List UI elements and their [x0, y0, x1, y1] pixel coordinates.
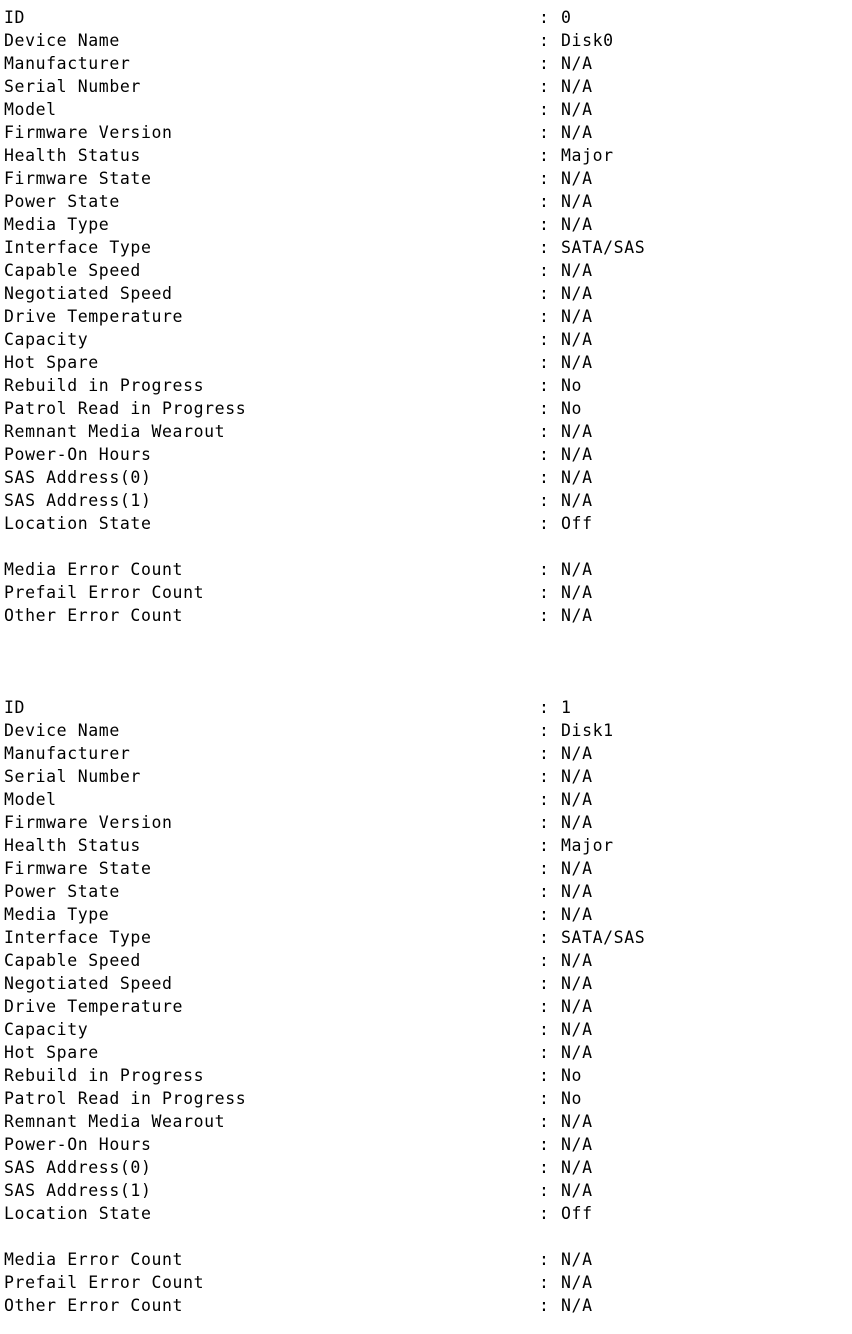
property-separator: :	[539, 238, 550, 257]
property-separator: :	[539, 1135, 550, 1154]
property-row	[4, 282, 852, 305]
property-row	[4, 1133, 852, 1156]
property-value: N/A	[561, 54, 593, 73]
property-key: Patrol Read in Progress	[4, 399, 247, 418]
property-key: Serial Number	[4, 77, 141, 96]
property-separator: :	[539, 468, 550, 487]
property-separator: :	[539, 491, 550, 510]
property-key: Firmware State	[4, 859, 152, 878]
disk-info-block	[4, 696, 852, 1317]
property-separator: :	[539, 997, 550, 1016]
property-key: Power State	[4, 882, 120, 901]
property-value: N/A	[561, 1296, 593, 1315]
property-key: ID	[4, 8, 26, 27]
property-key: Serial Number	[4, 767, 141, 786]
property-value: N/A	[561, 1135, 593, 1154]
disk-main-properties	[4, 6, 852, 535]
property-row	[4, 949, 852, 972]
property-key: Hot Spare	[4, 353, 99, 372]
disk-error-counters	[4, 558, 852, 627]
property-value: SATA/SAS	[561, 238, 646, 257]
property-value: N/A	[561, 1181, 593, 1200]
property-separator: :	[539, 974, 550, 993]
property-row	[4, 328, 852, 351]
property-value: N/A	[561, 330, 593, 349]
property-separator: :	[539, 54, 550, 73]
property-separator: :	[539, 284, 550, 303]
disk-block-gap	[4, 627, 852, 696]
property-value: N/A	[561, 790, 593, 809]
property-key: Manufacturer	[4, 744, 131, 763]
property-separator: :	[539, 353, 550, 372]
property-separator: :	[539, 192, 550, 211]
property-separator: :	[539, 77, 550, 96]
property-separator: :	[539, 307, 550, 326]
property-separator: :	[539, 767, 550, 786]
property-key: Media Type	[4, 905, 110, 924]
property-value: 0	[561, 8, 572, 27]
property-key: Device Name	[4, 721, 120, 740]
property-row	[4, 1294, 852, 1317]
property-key: Location State	[4, 514, 152, 533]
property-key: Media Error Count	[4, 1250, 184, 1269]
property-row	[4, 880, 852, 903]
property-key: Model	[4, 100, 57, 119]
property-value: N/A	[561, 905, 593, 924]
property-value: N/A	[561, 813, 593, 832]
property-row	[4, 1156, 852, 1179]
property-value: N/A	[561, 583, 593, 602]
property-row	[4, 144, 852, 167]
property-separator: :	[539, 928, 550, 947]
property-key: Capacity	[4, 1020, 89, 1039]
property-row	[4, 1271, 852, 1294]
property-value: N/A	[561, 882, 593, 901]
property-key: Drive Temperature	[4, 997, 184, 1016]
property-key: Patrol Read in Progress	[4, 1089, 247, 1108]
property-separator: :	[539, 146, 550, 165]
property-key: Health Status	[4, 146, 141, 165]
property-value: N/A	[561, 606, 593, 625]
property-key: SAS Address(1)	[4, 1181, 152, 1200]
property-value: N/A	[561, 307, 593, 326]
property-row	[4, 995, 852, 1018]
property-separator: :	[539, 123, 550, 142]
property-key: Health Status	[4, 836, 141, 855]
property-separator: :	[539, 1250, 550, 1269]
block-gap	[4, 1225, 852, 1248]
property-row	[4, 1018, 852, 1041]
property-value: SATA/SAS	[561, 928, 646, 947]
property-separator: :	[539, 583, 550, 602]
block-gap	[4, 535, 852, 558]
property-value: N/A	[561, 1020, 593, 1039]
property-separator: :	[539, 1158, 550, 1177]
property-value: N/A	[561, 767, 593, 786]
property-value: N/A	[561, 744, 593, 763]
disk-info-block	[4, 6, 852, 627]
property-row	[4, 1179, 852, 1202]
property-value: N/A	[561, 100, 593, 119]
property-separator: :	[539, 422, 550, 441]
property-value: N/A	[561, 560, 593, 579]
property-key: SAS Address(0)	[4, 1158, 152, 1177]
property-value: No	[561, 1066, 583, 1085]
property-key: Remnant Media Wearout	[4, 422, 226, 441]
property-row	[4, 236, 852, 259]
property-key: Power-On Hours	[4, 1135, 152, 1154]
property-separator: :	[539, 790, 550, 809]
property-row	[4, 167, 852, 190]
property-row	[4, 788, 852, 811]
property-row	[4, 1087, 852, 1110]
property-separator: :	[539, 1089, 550, 1108]
property-key: Drive Temperature	[4, 307, 184, 326]
property-key: Manufacturer	[4, 54, 131, 73]
property-row	[4, 98, 852, 121]
property-key: Device Name	[4, 31, 120, 50]
property-key: ID	[4, 698, 26, 717]
property-row	[4, 29, 852, 52]
property-key: Negotiated Speed	[4, 974, 173, 993]
property-separator: :	[539, 951, 550, 970]
property-key: Capacity	[4, 330, 89, 349]
property-row	[4, 765, 852, 788]
property-separator: :	[539, 376, 550, 395]
property-value: N/A	[561, 1158, 593, 1177]
property-value: Off	[561, 514, 593, 533]
property-key: Firmware Version	[4, 813, 173, 832]
property-row	[4, 926, 852, 949]
property-row	[4, 121, 852, 144]
property-separator: :	[539, 1204, 550, 1223]
property-value: N/A	[561, 261, 593, 280]
property-value: Disk1	[561, 721, 614, 740]
property-value: N/A	[561, 284, 593, 303]
property-value: Disk0	[561, 31, 614, 50]
property-key: Capable Speed	[4, 261, 141, 280]
property-row	[4, 489, 852, 512]
property-key: Location State	[4, 1204, 152, 1223]
property-row	[4, 305, 852, 328]
property-value: N/A	[561, 353, 593, 372]
property-key: SAS Address(1)	[4, 491, 152, 510]
property-row	[4, 558, 852, 581]
property-key: Firmware State	[4, 169, 152, 188]
property-row	[4, 190, 852, 213]
property-value: N/A	[561, 445, 593, 464]
property-value: N/A	[561, 468, 593, 487]
property-value: N/A	[561, 123, 593, 142]
property-separator: :	[539, 261, 550, 280]
property-key: Rebuild in Progress	[4, 376, 205, 395]
property-key: Capable Speed	[4, 951, 141, 970]
property-row	[4, 512, 852, 535]
property-row	[4, 1041, 852, 1064]
disk-error-counters	[4, 1248, 852, 1317]
property-value: N/A	[561, 77, 593, 96]
property-row	[4, 6, 852, 29]
property-value: N/A	[561, 974, 593, 993]
property-separator: :	[539, 445, 550, 464]
property-separator: :	[539, 560, 550, 579]
property-value: N/A	[561, 422, 593, 441]
property-key: Power State	[4, 192, 120, 211]
property-separator: :	[539, 215, 550, 234]
property-value: N/A	[561, 1250, 593, 1269]
property-value: N/A	[561, 1112, 593, 1131]
property-key: Rebuild in Progress	[4, 1066, 205, 1085]
property-separator: :	[539, 836, 550, 855]
property-separator: :	[539, 744, 550, 763]
property-row	[4, 397, 852, 420]
property-separator: :	[539, 813, 550, 832]
property-key: Other Error Count	[4, 606, 184, 625]
property-key: SAS Address(0)	[4, 468, 152, 487]
property-row	[4, 213, 852, 236]
property-value: Off	[561, 1204, 593, 1223]
property-row	[4, 972, 852, 995]
property-separator: :	[539, 399, 550, 418]
property-row	[4, 1064, 852, 1087]
property-separator: :	[539, 31, 550, 50]
property-value: Major	[561, 836, 614, 855]
property-separator: :	[539, 100, 550, 119]
property-value: N/A	[561, 192, 593, 211]
property-separator: :	[539, 8, 550, 27]
property-separator: :	[539, 1112, 550, 1131]
property-row	[4, 466, 852, 489]
property-row	[4, 811, 852, 834]
property-row	[4, 259, 852, 282]
property-value: N/A	[561, 997, 593, 1016]
property-separator: :	[539, 169, 550, 188]
property-key: Media Type	[4, 215, 110, 234]
property-row	[4, 604, 852, 627]
property-row	[4, 834, 852, 857]
property-row	[4, 374, 852, 397]
property-value: N/A	[561, 169, 593, 188]
property-separator: :	[539, 905, 550, 924]
property-value: No	[561, 376, 583, 395]
disk-main-properties	[4, 696, 852, 1225]
property-key: Interface Type	[4, 928, 152, 947]
property-value: N/A	[561, 951, 593, 970]
property-row	[4, 75, 852, 98]
property-separator: :	[539, 330, 550, 349]
property-separator: :	[539, 1273, 550, 1292]
property-key: Firmware Version	[4, 123, 173, 142]
property-separator: :	[539, 514, 550, 533]
property-separator: :	[539, 859, 550, 878]
property-key: Model	[4, 790, 57, 809]
property-separator: :	[539, 1296, 550, 1315]
property-value: N/A	[561, 491, 593, 510]
property-key: Hot Spare	[4, 1043, 99, 1062]
property-value: 1	[561, 698, 572, 717]
property-value: N/A	[561, 859, 593, 878]
property-row	[4, 443, 852, 466]
property-value: No	[561, 1089, 583, 1108]
property-key: Prefail Error Count	[4, 1273, 205, 1292]
property-value: No	[561, 399, 583, 418]
property-key: Negotiated Speed	[4, 284, 173, 303]
property-separator: :	[539, 1020, 550, 1039]
property-key: Remnant Media Wearout	[4, 1112, 226, 1131]
property-row	[4, 581, 852, 604]
property-key: Prefail Error Count	[4, 583, 205, 602]
property-value: N/A	[561, 1043, 593, 1062]
property-row	[4, 903, 852, 926]
property-key: Other Error Count	[4, 1296, 184, 1315]
property-separator: :	[539, 882, 550, 901]
property-separator: :	[539, 721, 550, 740]
property-row	[4, 857, 852, 880]
property-separator: :	[539, 698, 550, 717]
property-row	[4, 696, 852, 719]
property-separator: :	[539, 1066, 550, 1085]
property-value: Major	[561, 146, 614, 165]
property-key: Interface Type	[4, 238, 152, 257]
property-row	[4, 719, 852, 742]
property-row	[4, 742, 852, 765]
property-row	[4, 52, 852, 75]
property-key: Power-On Hours	[4, 445, 152, 464]
property-value: N/A	[561, 215, 593, 234]
property-separator: :	[539, 1043, 550, 1062]
property-row	[4, 1202, 852, 1225]
property-value: N/A	[561, 1273, 593, 1292]
property-key: Media Error Count	[4, 560, 184, 579]
property-separator: :	[539, 1181, 550, 1200]
property-row	[4, 420, 852, 443]
property-row	[4, 1248, 852, 1271]
property-row	[4, 351, 852, 374]
property-separator: :	[539, 606, 550, 625]
property-row	[4, 1110, 852, 1133]
